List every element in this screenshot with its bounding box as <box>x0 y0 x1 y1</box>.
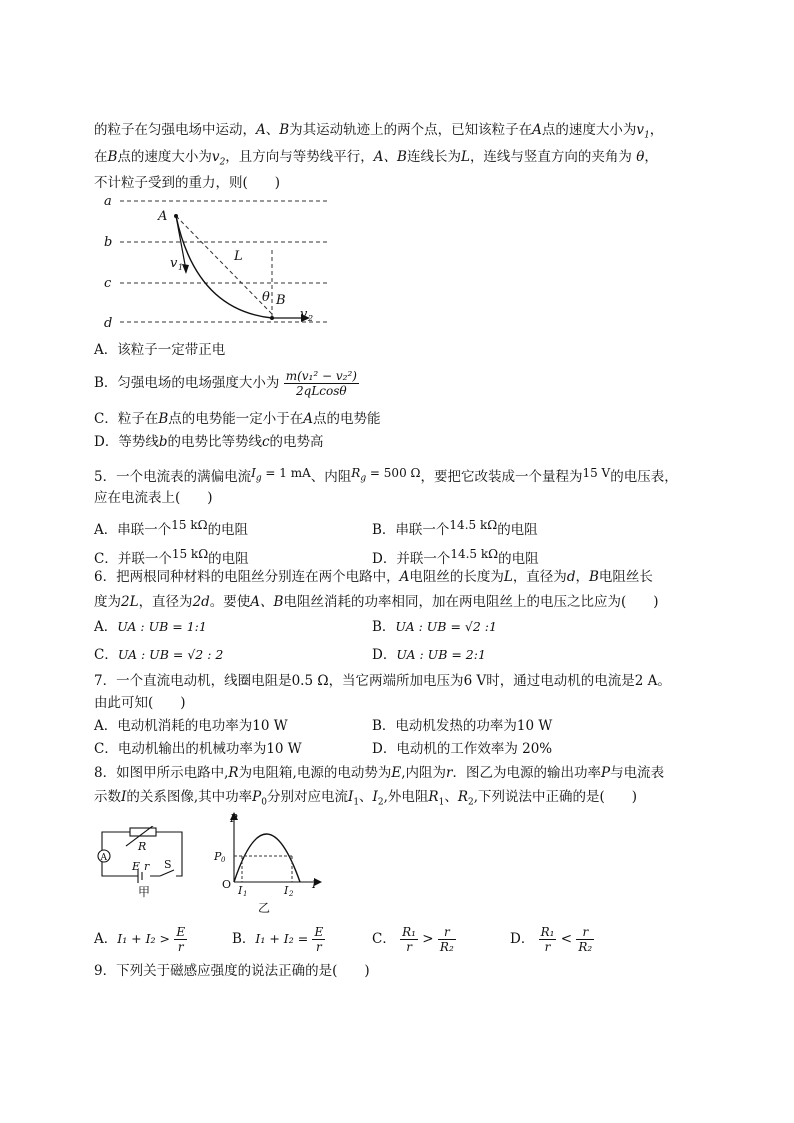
q5-stem-line1: 5．一个电流表的满偏电流$I_g = 1$ mA、内阻$R_g = 500$ Ω，要把它改装成一个量程为15 V的电压表， <box>94 466 678 485</box>
label-theta: θ <box>262 290 270 305</box>
q6-option-b[interactable]: B．UA : UB = √2 :1 <box>372 619 497 635</box>
internal-r-label: r <box>144 860 150 873</box>
p0-label: P <box>214 850 222 863</box>
q8-stem-line1: 8．如图甲所示电路中,R为电阻箱,电源的电动势为E,内阻为r．图乙为电源的输出功率P与电流表 <box>94 765 665 781</box>
emf-label: E <box>132 860 141 873</box>
resistor-label: R <box>138 840 147 853</box>
svg-text:0: 0 <box>221 856 226 864</box>
label-a: a <box>104 194 112 209</box>
i1-label: I <box>238 884 243 897</box>
q4-option-a[interactable]: A．该粒子一定带正电 <box>94 342 226 358</box>
label-b: b <box>104 235 113 250</box>
label-B: B <box>276 293 286 308</box>
q7-option-d[interactable]: D．电动机的工作效率为 20% <box>372 741 553 757</box>
q8-option-a[interactable]: A．I₁ + I₂ > $\frac{E}{r}$ <box>94 925 186 954</box>
svg-text:2: 2 <box>289 890 294 898</box>
q8-option-b[interactable]: B．I₁ + I₂ = $\frac{E}{r}$ <box>232 925 324 954</box>
q4-option-b[interactable]: B．匀强电场的电场强度大小为 $\frac{\text{m(v₁² − v₂²)}}{2qLcos\theta}$ <box>94 369 357 398</box>
fig-yi-caption: 乙 <box>258 901 271 915</box>
label-v2: v <box>300 307 308 322</box>
q4-option-d[interactable]: D．等势线b的电势比等势线c的电势高 <box>94 434 324 450</box>
q8-power-graph <box>208 812 328 916</box>
q8-option-d[interactable]: D． $\frac{\text{R₁}}{r}$ < $\frac{r}{\text{R₂}}$ <box>510 925 593 954</box>
q7-stem-line1: 7．一个直流电动机，线圈电阻是0.5 Ω，当它两端所加电压为6 V时，通过电动机的电流是2 A。 <box>94 673 671 689</box>
q4-option-b-fraction: $\frac{\text{m(v₁² − v₂²)}}{2qLcos\theta}$ <box>285 369 357 398</box>
q9-stem: 9．下列关于磁感应强度的说法正确的是( ) <box>94 963 370 979</box>
i2-label: I <box>284 884 289 897</box>
label-A: A <box>158 209 168 224</box>
q4-stem-line3: 不计粒子受到的重力，则( ) <box>94 175 281 191</box>
q6-stem-line2: 度为2L，直径为2d。要使A、B电阻丝消耗的功率相同，加在两电阻丝上的电压之比应为( ) <box>94 594 659 610</box>
svg-text:1: 1 <box>178 263 184 272</box>
label-d: d <box>104 316 113 330</box>
q7-option-a[interactable]: A．电动机消耗的电功率为10 W <box>94 718 288 734</box>
q6-option-c[interactable]: C．UA : UB = √2 : 2 <box>94 647 224 663</box>
label-c: c <box>104 276 112 291</box>
switch-label: S <box>164 858 172 871</box>
fig-jia-caption: 甲 <box>138 885 151 899</box>
axis-p-label: P <box>230 812 238 825</box>
q4-field-figure <box>100 192 332 330</box>
q7-stem-line2: 由此可知( ) <box>94 695 186 711</box>
q6-option-d[interactable]: D．UA : UB = 2:1 <box>372 647 486 663</box>
q5-option-a[interactable]: A．串联一个15 kΩ的电阻 <box>94 518 249 538</box>
q5-option-d[interactable]: D．并联一个14.5 kΩ的电阻 <box>372 547 539 567</box>
q6-option-a[interactable]: A．UA : UB = 1:1 <box>94 619 207 635</box>
q5-stem-line2: 应在电流表上( ) <box>94 490 213 506</box>
q4-option-c[interactable]: C．粒子在B点的电势能一定小于在A点的电势能 <box>94 411 381 427</box>
q8-stem-line2: 示数I的关系图像,其中功率$P_0$分别对应电流$I_1$、$I_2$,外电阻$R_1$、$R_2$,下列说法中正确的是( ) <box>94 789 638 808</box>
q4-stem-line2: 在B点的速度大小为$v_2$，且方向与等势线平行，A、B连线长为L，连线与竖直方向的夹角为 θ， <box>94 149 658 168</box>
q5-option-c[interactable]: C．并联一个15 kΩ的电阻 <box>94 547 249 567</box>
q7-option-c[interactable]: C．电动机输出的机械功率为10 W <box>94 741 302 757</box>
svg-text:1: 1 <box>243 890 248 898</box>
ammeter-label: A <box>100 853 107 863</box>
label-L: L <box>234 249 243 264</box>
label-v1: v <box>170 256 178 271</box>
axis-i-label: I <box>312 878 317 891</box>
q8-option-c[interactable]: C． $\frac{\text{R₁}}{r}$ > $\frac{r}{\text{R₂}}$ <box>372 925 454 954</box>
origin-label: O <box>222 878 232 891</box>
q8-circuit-figure <box>94 826 194 902</box>
q5-option-b[interactable]: B．串联一个14.5 kΩ的电阻 <box>372 518 538 538</box>
q4-stem-line1: 的粒子在匀强电场中运动，A、B为其运动轨迹上的两个点，已知该粒子在A点的速度大小为$v_1$， <box>94 122 664 141</box>
svg-text:2: 2 <box>308 314 314 323</box>
q7-option-b[interactable]: B．电动机发热的功率为10 W <box>372 718 553 734</box>
q6-stem-line1: 6．把两根同种材料的电阻丝分别连在两个电路中，A电阻丝的长度为L，直径为d，B电阻丝长 <box>94 569 653 585</box>
